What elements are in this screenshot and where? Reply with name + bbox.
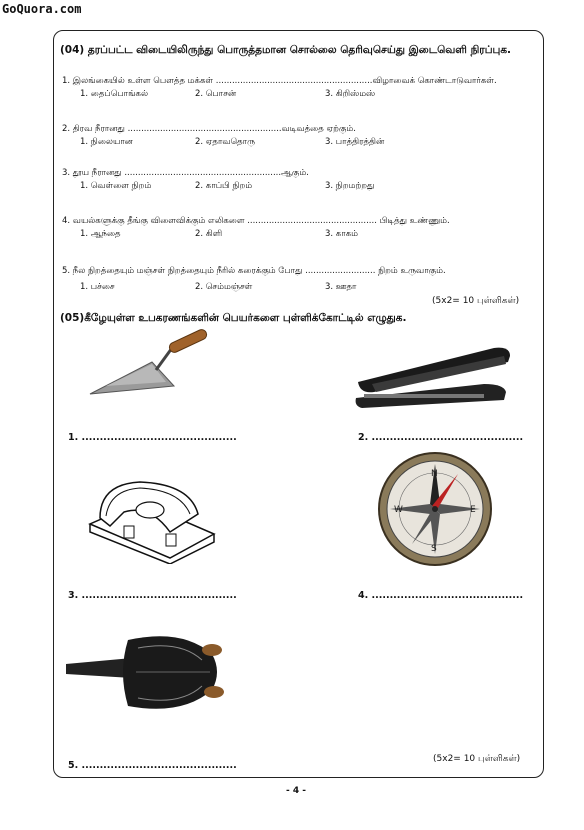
- option: 2. ஏதாவதொரு: [195, 137, 256, 147]
- q4-title: (04) தரப்பட்ட விடையிலிருந்து பொருத்தமான சொல்லை தெரிவுசெய்து இடைவெளி நிரப்புக.: [60, 44, 512, 56]
- option: 1. பச்சை: [80, 282, 115, 292]
- svg-text:E: E: [470, 505, 476, 515]
- option: 2. பொசன்: [195, 89, 237, 99]
- svg-text:S: S: [431, 544, 437, 554]
- stapler-image: [354, 342, 514, 412]
- option: 1. வெள்ளை நிறம்: [80, 181, 152, 191]
- svg-text:W: W: [394, 505, 403, 515]
- option: 2. கிளி: [195, 229, 223, 239]
- answer-blank-3[interactable]: 3. ...........................................: [68, 590, 237, 601]
- q5-title: (05)கீழேயுள்ள உபகரணங்களின் பெயர்களை புள்ளிக்கோட்டில் எழுதுக.: [60, 312, 407, 324]
- option: 3. கிறிஸ்மஸ்: [325, 89, 376, 99]
- q4-item-4: 4. வயல்களுக்கு தீங்கு விளைவிக்கும் எலிகளை ................................................ பிடித்து உண்ணும்.: [62, 216, 450, 226]
- option: 3. நிறமற்றது: [325, 181, 375, 191]
- hole-punch-image: [80, 474, 220, 564]
- q4-item-1: 1. இலங்கையில் உள்ள பௌத்த மக்கள் ..........................................................விழாவைக் கொண்டாடுவார்கள்.: [62, 76, 497, 86]
- option: 3. ஊதா: [325, 282, 357, 292]
- q4-item-2: 2. திரவ நீரானது .........................................................வடிவத்தை ஏற்கும்.: [62, 124, 356, 134]
- compass-image: [376, 450, 494, 568]
- option: 1. நிலையான: [80, 137, 133, 147]
- page-number: - 4 -: [286, 786, 306, 796]
- q4-item-3: 3. தூய நீரானது ..........................................................ஆகும்.: [62, 168, 309, 178]
- answer-blank-1[interactable]: 1. ...........................................: [68, 432, 237, 443]
- option: 1. தைப்பொங்கல்: [80, 89, 149, 99]
- trowel-image: [86, 328, 216, 398]
- q4-marks: (5x2= 10 புள்ளிகள்): [432, 296, 520, 306]
- option: 1. ஆந்தை: [80, 229, 121, 239]
- option: 2. செம்மஞ்சள்: [195, 282, 253, 292]
- bellows-image: [62, 628, 232, 718]
- option: 2. காப்பி நிறம்: [195, 181, 253, 191]
- q5-marks: (5x2= 10 புள்ளிகள்): [433, 754, 521, 764]
- option: 3. காகம்: [325, 229, 358, 239]
- option: 3. பாத்திரத்தின்: [325, 137, 385, 147]
- svg-text:N: N: [431, 469, 438, 479]
- q4-item-5: 5. நீல நிறத்தையும் மஞ்சள் நிறத்தையும் நீரில் கரைக்கும் போது .......................... நிறம் உருவாகும்.: [62, 266, 446, 276]
- watermark: GoQuora.com: [2, 2, 82, 16]
- answer-blank-5[interactable]: 5. ...........................................: [68, 760, 237, 771]
- answer-blank-4[interactable]: 4. ..........................................: [358, 590, 524, 601]
- answer-blank-2[interactable]: 2. ..........................................: [358, 432, 524, 443]
